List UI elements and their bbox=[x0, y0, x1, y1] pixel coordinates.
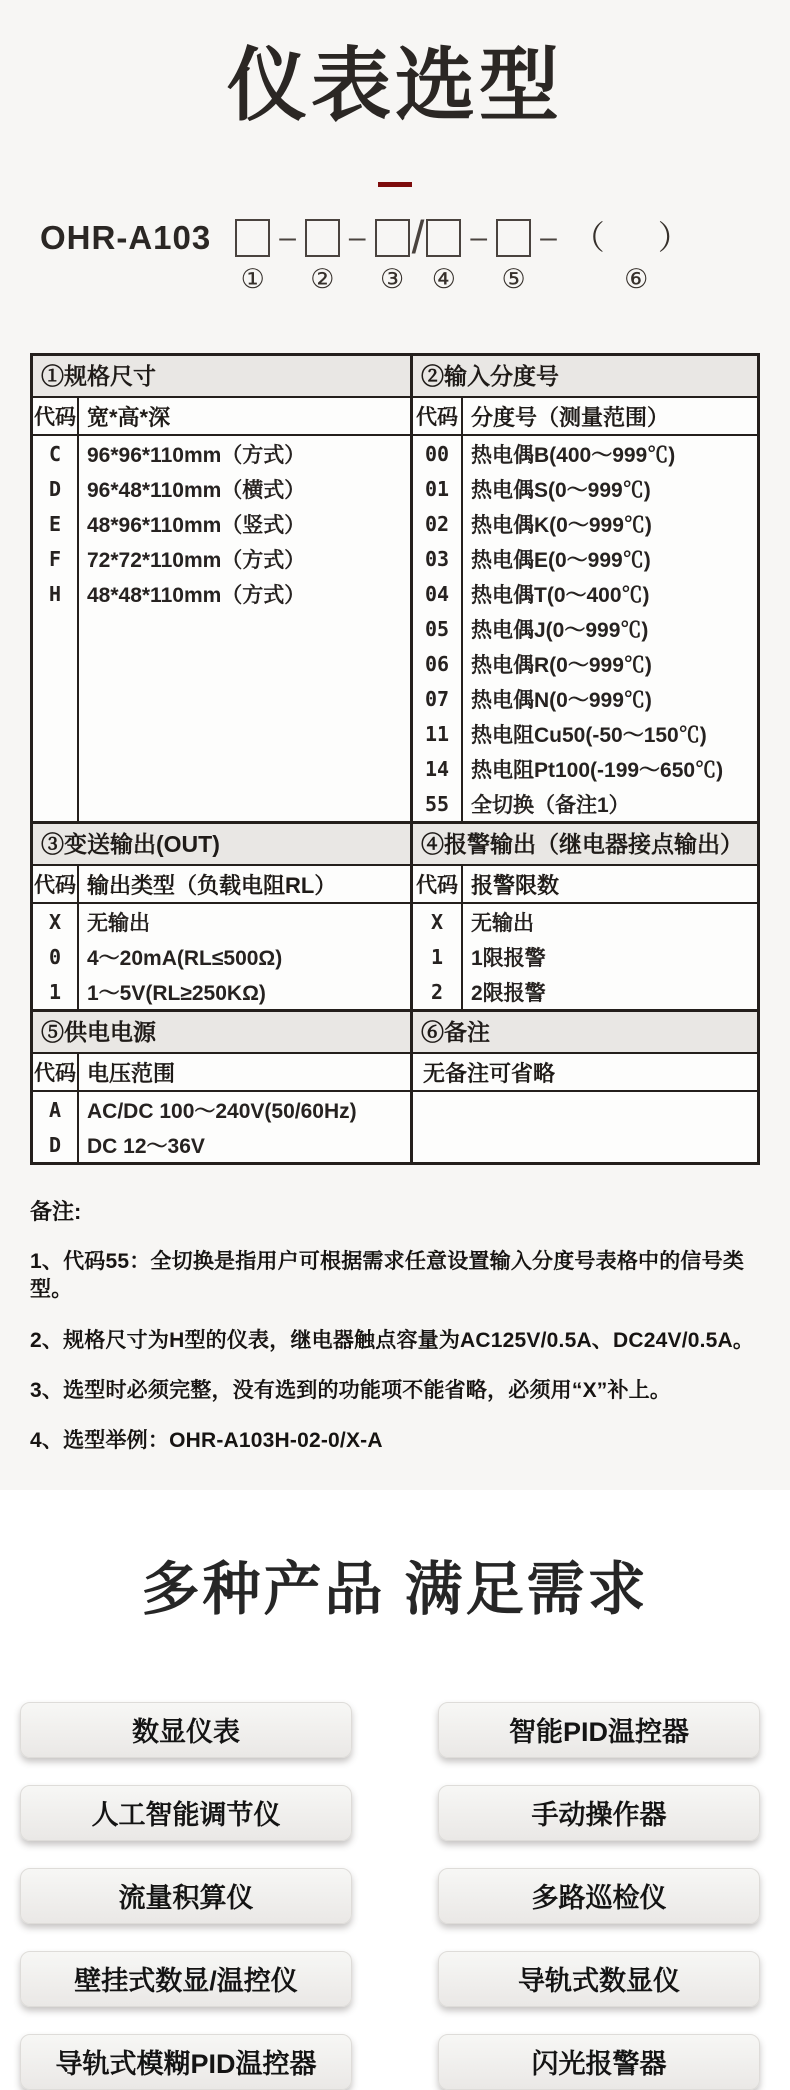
code-column-header: 代码 bbox=[34, 873, 76, 897]
desc-cell: 72*72*110mm（方式） bbox=[87, 548, 306, 572]
desc-cell: 无输出 bbox=[471, 911, 534, 935]
model-slot bbox=[235, 219, 270, 293]
code-cell: X bbox=[430, 909, 444, 934]
table-row bbox=[413, 751, 757, 786]
desc-cell: 热电偶E(0～999℃) bbox=[471, 548, 651, 572]
code-cell: H bbox=[48, 581, 62, 606]
model-slot bbox=[305, 219, 340, 293]
desc-cell: 无输出 bbox=[87, 911, 150, 935]
table-band bbox=[33, 356, 757, 821]
model-slot-box bbox=[426, 219, 461, 257]
table-row bbox=[33, 974, 410, 1009]
desc-cell: 热电偶T(0～400℃) bbox=[471, 583, 650, 607]
band-body bbox=[33, 866, 757, 1009]
desc-cell: 热电偶J(0～999℃) bbox=[471, 618, 649, 642]
code-cell: F bbox=[48, 546, 62, 571]
table-row bbox=[33, 939, 410, 974]
table-row bbox=[33, 1127, 410, 1162]
desc-cell: 1～5V(RL≥250KΩ) bbox=[87, 981, 266, 1005]
code-cell: 05 bbox=[424, 616, 450, 641]
notes-label: 备注: bbox=[30, 1199, 82, 1224]
accent-divider bbox=[378, 182, 412, 187]
selection-table bbox=[30, 353, 760, 1165]
model-slot-marker: ② bbox=[310, 264, 335, 294]
table-row bbox=[413, 471, 757, 506]
table-subsection bbox=[413, 866, 757, 1009]
product-button[interactable]: 多路巡检仪 bbox=[438, 1868, 760, 1924]
table-subsection bbox=[33, 1054, 413, 1162]
table-row bbox=[413, 904, 757, 939]
table-row bbox=[413, 541, 757, 576]
table-subsection bbox=[413, 1054, 757, 1162]
table-row bbox=[413, 646, 757, 681]
code-cell: 55 bbox=[424, 791, 450, 816]
table-row bbox=[413, 681, 757, 716]
table-row bbox=[33, 904, 410, 939]
product-button[interactable]: 壁挂式数显/温控仪 bbox=[20, 1951, 352, 2007]
code-cell: 04 bbox=[424, 581, 450, 606]
band-header: ⑤供电电源 bbox=[33, 1012, 413, 1052]
desc-cell: 热电偶K(0～999℃) bbox=[471, 513, 652, 537]
code-column-header: 代码 bbox=[34, 1061, 76, 1085]
band-header-row bbox=[33, 356, 757, 398]
product-button[interactable]: 手动操作器 bbox=[438, 1785, 760, 1841]
subsection-header-row bbox=[413, 398, 757, 436]
code-cell: D bbox=[48, 476, 62, 501]
code-column-header: 代码 bbox=[34, 405, 76, 429]
desc-cell: AC/DC 100～240V(50/60Hz) bbox=[87, 1099, 357, 1123]
desc-cell: DC 12～36V bbox=[87, 1134, 205, 1158]
model-slot-marker: ① bbox=[240, 264, 265, 294]
model-slot bbox=[496, 219, 531, 293]
desc-cell: 热电阻Cu50(-50～150℃) bbox=[471, 723, 707, 747]
desc-cell: 48*48*110mm（方式） bbox=[87, 583, 306, 607]
notes-section bbox=[30, 1195, 762, 1456]
subsection-header-row bbox=[33, 398, 410, 436]
model-slot-marker: ④ bbox=[431, 264, 456, 294]
code-column-header: 代码 bbox=[416, 405, 458, 429]
note-item: 2、规格尺寸为H型的仪表，继电器触点容量为AC125V/0.5A、DC24V/0.5A。 bbox=[30, 1328, 755, 1352]
products-grid bbox=[20, 1702, 760, 2090]
model-slot-box bbox=[375, 219, 410, 257]
product-button[interactable]: 流量积算仪 bbox=[20, 1868, 352, 1924]
desc-column-header: 报警限数 bbox=[471, 872, 560, 898]
desc-column-header: 输出类型（负载电阻RL） bbox=[87, 872, 337, 898]
dash-separator: – bbox=[540, 221, 557, 254]
model-paren-label: （ ） bbox=[571, 219, 701, 256]
table-row bbox=[33, 506, 410, 541]
code-cell: 06 bbox=[424, 651, 450, 676]
table-subsection bbox=[33, 398, 413, 821]
product-button[interactable]: 导轨式模糊PID温控器 bbox=[20, 2034, 352, 2090]
table-row bbox=[413, 786, 757, 821]
desc-cell: 48*96*110mm（竖式） bbox=[87, 513, 306, 537]
product-button[interactable]: 闪光报警器 bbox=[438, 2034, 760, 2090]
band-header: ②输入分度号 bbox=[413, 356, 757, 396]
code-cell: 14 bbox=[424, 756, 450, 781]
code-cell: D bbox=[48, 1132, 62, 1157]
table-row bbox=[33, 541, 410, 576]
product-button[interactable]: 导轨式数显仪 bbox=[438, 1951, 760, 2007]
desc-cell: 热电偶S(0～999℃) bbox=[471, 478, 651, 502]
page-title: 仪表选型 bbox=[227, 41, 563, 130]
table-band bbox=[33, 821, 757, 1009]
band-body bbox=[33, 398, 757, 821]
code-cell: 07 bbox=[424, 686, 450, 711]
code-cell: E bbox=[48, 511, 62, 536]
desc-cell: 热电偶B(400～999℃) bbox=[471, 443, 676, 467]
code-cell: A bbox=[48, 1097, 62, 1122]
table-row bbox=[33, 1092, 410, 1127]
table-row bbox=[413, 939, 757, 974]
dash-separator: – bbox=[470, 221, 488, 254]
products-heading: 多种产品 满足需求 bbox=[141, 1556, 649, 1622]
desc-cell: 96*48*110mm（横式） bbox=[87, 478, 306, 502]
table-row bbox=[413, 611, 757, 646]
code-cell: 00 bbox=[424, 441, 450, 466]
code-cell: 2 bbox=[430, 979, 444, 1004]
model-code-row bbox=[40, 211, 790, 294]
code-cell: 02 bbox=[424, 511, 450, 536]
model-slot-marker: ⑥ bbox=[624, 264, 649, 294]
band-header: ⑥备注 bbox=[413, 1012, 757, 1052]
model-slot-box bbox=[305, 219, 340, 257]
desc-cell: 1限报警 bbox=[471, 946, 546, 970]
model-slot bbox=[375, 219, 410, 293]
code-cell: 1 bbox=[48, 979, 62, 1004]
dash-separator: – bbox=[279, 221, 296, 254]
products-section bbox=[0, 1490, 790, 2090]
desc-cell: 热电偶R(0～999℃) bbox=[471, 653, 652, 677]
code-cell: 11 bbox=[424, 721, 450, 746]
model-slot-marker: ③ bbox=[379, 264, 405, 294]
code-cell: 03 bbox=[424, 546, 450, 571]
table-row bbox=[413, 576, 757, 611]
table-subsection bbox=[413, 398, 757, 821]
model-prefix: OHR-A103 bbox=[40, 219, 212, 256]
model-slot bbox=[426, 219, 461, 293]
table-row bbox=[413, 716, 757, 751]
desc-column-header: 分度号（测量范围） bbox=[471, 404, 670, 430]
band-header: ④报警输出（继电器接点输出） bbox=[413, 824, 757, 864]
dash-separator: – bbox=[348, 221, 366, 254]
products-column-left bbox=[20, 1702, 352, 2090]
model-paren-slot bbox=[572, 219, 701, 293]
product-button[interactable]: 智能PID温控器 bbox=[438, 1702, 760, 1758]
desc-cell: 热电偶N(0～999℃) bbox=[471, 688, 652, 712]
table-row bbox=[33, 576, 410, 611]
band-header: ①规格尺寸 bbox=[33, 356, 413, 396]
table-row bbox=[413, 506, 757, 541]
code-cell: 0 bbox=[48, 944, 62, 969]
table-band bbox=[33, 1009, 757, 1162]
note-item: 4、选型举例：OHR-A103H-02-0/X-A bbox=[30, 1429, 383, 1453]
desc-column-header: 宽*高*深 bbox=[87, 404, 171, 430]
note-item: 1、代码55：全切换是指用户可根据需求任意设置输入分度号表格中的信号类型。 bbox=[30, 1250, 745, 1302]
product-button[interactable]: 人工智能调节仪 bbox=[20, 1785, 352, 1841]
desc-cell: 2限报警 bbox=[471, 981, 546, 1005]
table-row bbox=[33, 471, 410, 506]
model-slot-box bbox=[496, 219, 531, 257]
subsection-header-row bbox=[33, 1054, 410, 1092]
product-button[interactable]: 数显仪表 bbox=[20, 1702, 352, 1758]
slash-separator: / bbox=[411, 211, 425, 263]
band-header-row bbox=[33, 1012, 757, 1054]
model-slot-box bbox=[235, 219, 270, 257]
subsection-header-row bbox=[33, 866, 410, 904]
desc-cell: 4～20mA(RL≤500Ω) bbox=[87, 946, 283, 970]
code-cell: 1 bbox=[430, 944, 444, 969]
subsection-header-row bbox=[413, 866, 757, 904]
band-header: ③变送输出(OUT) bbox=[33, 824, 413, 864]
note-item: 3、选型时必须完整，没有选到的功能项不能省略，必须用“X”补上。 bbox=[30, 1379, 672, 1403]
code-cell: X bbox=[48, 909, 62, 934]
code-column-header: 代码 bbox=[416, 873, 458, 897]
table-row bbox=[413, 974, 757, 1009]
code-cell: 01 bbox=[424, 476, 450, 501]
products-column-right bbox=[438, 1702, 760, 2090]
model-slot-marker: ⑤ bbox=[501, 264, 526, 294]
band-header-row bbox=[33, 824, 757, 866]
desc-cell: 全切换（备注1） bbox=[471, 793, 630, 817]
band-body bbox=[33, 1054, 757, 1162]
desc-cell: 96*96*110mm（方式） bbox=[87, 443, 306, 467]
code-cell: C bbox=[48, 441, 62, 466]
table-subsection bbox=[33, 866, 413, 1009]
desc-column-header: 电压范围 bbox=[87, 1060, 176, 1086]
remark-cell: 无备注可省略 bbox=[413, 1054, 757, 1092]
table-row bbox=[33, 436, 410, 471]
table-row bbox=[413, 436, 757, 471]
desc-cell: 热电阻Pt100(-199～650℃) bbox=[471, 758, 724, 782]
